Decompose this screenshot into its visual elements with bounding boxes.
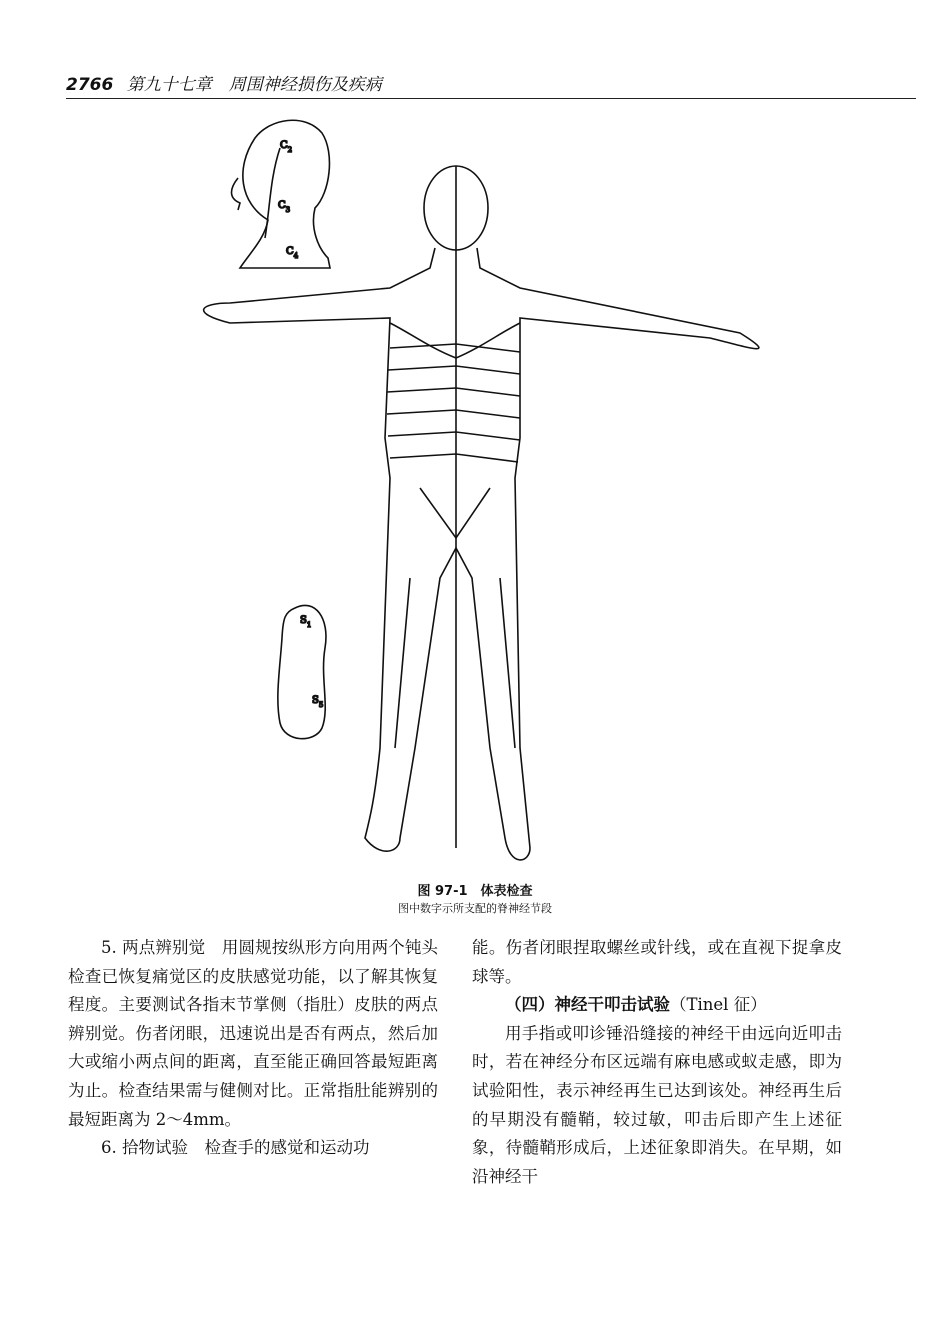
svg-text:S1: $S_1$ <box>300 615 312 629</box>
paragraph-two-point-discrimination: 5. 两点辨别觉 用圆规按纵形方向用两个钝头检查已恢复痛觉区的皮肤感觉功能，以了解其恢复程度。主要测试各指末节掌侧（指肚）皮肤的两点辨别觉。伤者闭眼，迅速说出是否有两点，然后加大或缩小两点间的距离，直至能正确回答最短距离为止。检查结果需与健侧对比。正常指肚能辨别的最短距离为 2～4mm。 <box>68 938 438 1129</box>
page-number: 2766 <box>66 75 114 95</box>
svg-text:S5: $S_5$ <box>312 695 324 709</box>
left-column <box>68 934 438 1163</box>
figure-subtitle: 图中数字示所支配的脊神经节段 <box>398 902 552 915</box>
figure-title: 图 97-1 体表检查 <box>417 884 533 899</box>
dermatome-figure <box>90 108 850 868</box>
paragraph-pickup-test: 6. 拾物试验 检查手的感觉和运动功 <box>101 1138 370 1158</box>
chapter-title: 第九十七章 周围神经损伤及疾病 <box>126 75 382 95</box>
foot-inset <box>278 605 326 738</box>
body-outline <box>204 166 759 860</box>
page-header <box>66 70 916 99</box>
dermatome-illustration <box>90 108 850 868</box>
paragraph-tinel-test: 用手指或叩诊锤沿缝接的神经干由远向近叩击时，若在神经分布区远端有麻电感或蚁走感，即为试验阳性，表示神经再生已达到该处。神经再生后的早期没有髓鞘，较过敏，叩击后即产生上述征象，待髓鞘形成后，上述征象即消失。在早期，如沿神经干 <box>472 1023 842 1186</box>
svg-text:C4: $C_4$ <box>286 246 299 260</box>
head-inset <box>232 120 331 268</box>
svg-text:C2: $C_2$ <box>280 140 293 154</box>
section-heading-text: （四）神经干叩击试验 <box>505 995 670 1015</box>
svg-text:C3: $C_3$ <box>278 200 291 214</box>
paragraph-pickup-test-continued: 能。伤者闭眼捏取螺丝或针线，或在直视下捉拿皮球等。 <box>472 938 842 986</box>
right-column <box>472 934 842 1191</box>
section-heading-suffix: （Tinel 征） <box>670 995 767 1015</box>
section-heading-tinel <box>472 991 842 1020</box>
